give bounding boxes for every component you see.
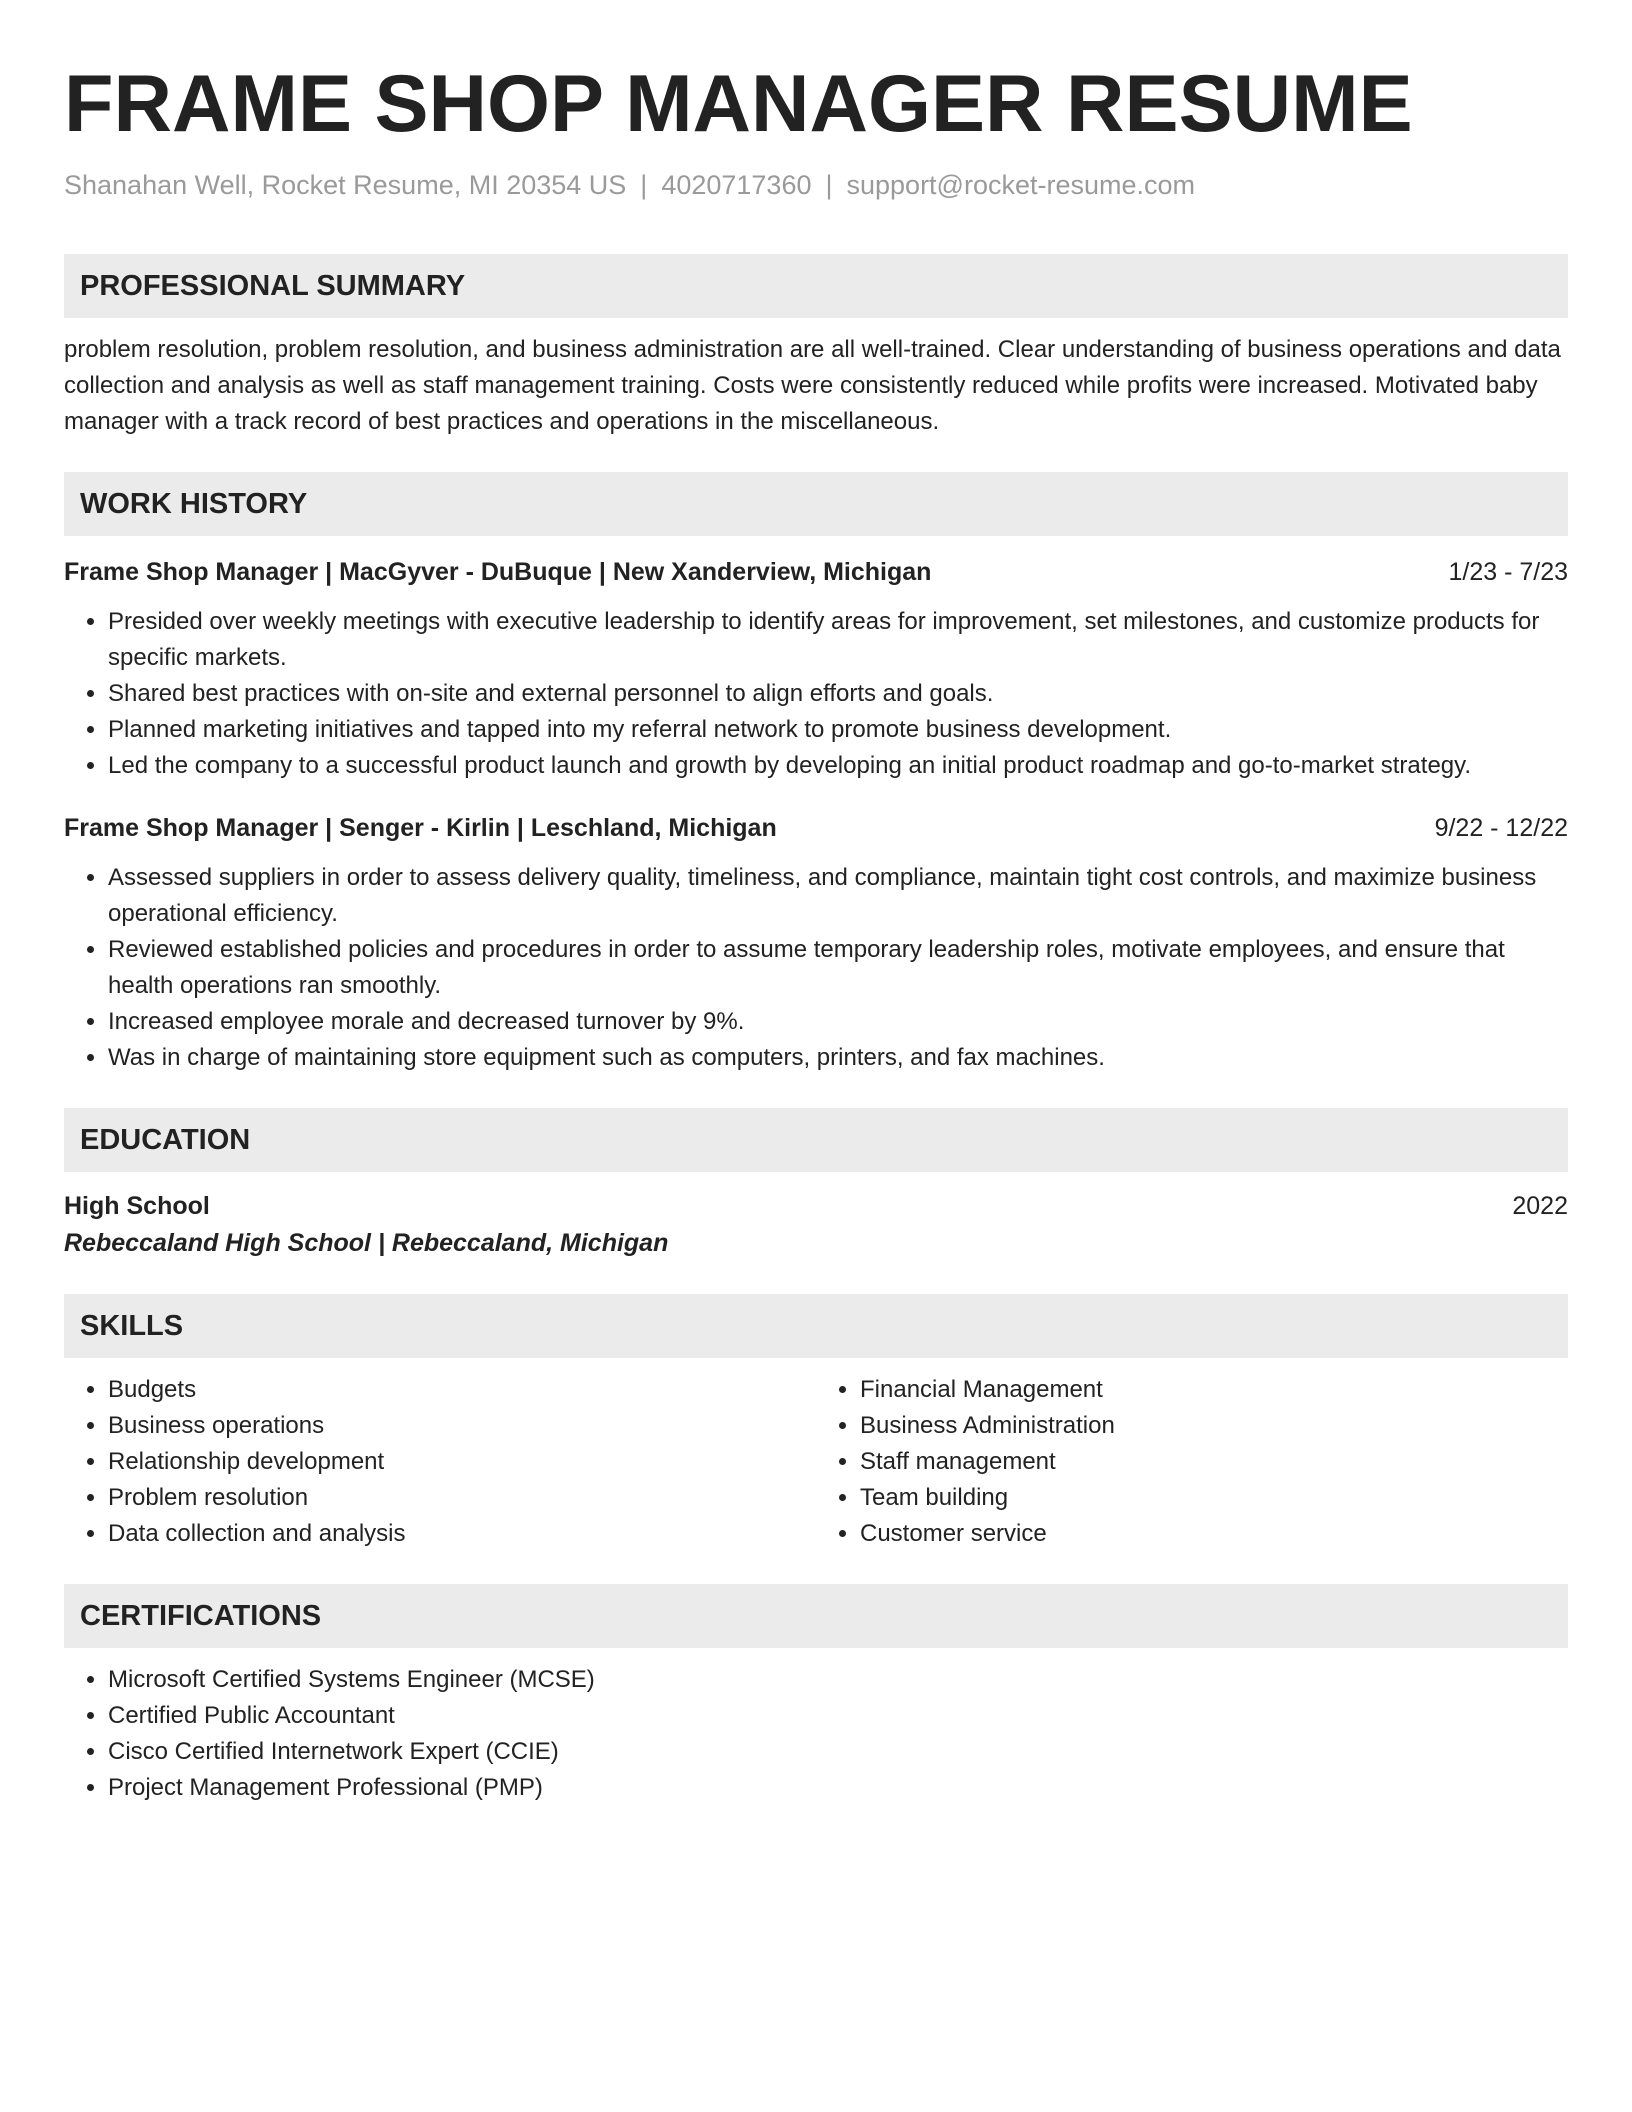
job-dates: 9/22 - 12/22 — [1434, 814, 1568, 842]
certification-item: • Certified Public Accountant — [108, 1698, 1568, 1734]
education-heading: EDUCATION — [64, 1108, 1568, 1172]
job-bullet: • Was in charge of maintaining store equipment such as computers, printers, and fax machines. — [108, 1040, 1568, 1076]
skills-grid — [64, 1372, 1568, 1552]
skills-list-right — [816, 1372, 1568, 1552]
contact-address: Shanahan Well, Rocket Resume, MI 20354 US — [64, 170, 627, 200]
work-history-heading: WORK HISTORY — [64, 472, 1568, 536]
job-header — [64, 554, 1568, 590]
job-header — [64, 810, 1568, 846]
job-bullet: • Planned marketing initiatives and tapped into my referral network to promote business development. — [108, 712, 1568, 748]
education-row — [64, 1188, 1568, 1224]
certification-item: • Cisco Certified Internetwork Expert (CCIE) — [108, 1734, 1568, 1770]
skill-item: • Business operations — [108, 1408, 816, 1444]
education-year: 2022 — [1512, 1192, 1568, 1220]
certifications-heading: CERTIFICATIONS — [64, 1584, 1568, 1648]
summary-text: problem resolution, problem resolution, and business administration are all well-trained. Clear understanding of business operations and data collection and analysis as well as staff management training. Costs were consistently reduced while profits were increased. Motivated baby manager with a track record of best practices and operations in the miscellaneous. — [64, 336, 1561, 435]
certification-item: • Project Management Professional (PMP) — [108, 1770, 1568, 1806]
skill-item: • Problem resolution — [108, 1480, 816, 1516]
job-title: Frame Shop Manager | Senger - Kirlin | Leschland, Michigan — [64, 814, 777, 842]
skill-item: • Customer service — [860, 1516, 1568, 1552]
summary-heading: PROFESSIONAL SUMMARY — [64, 254, 1568, 318]
skill-item: • Data collection and analysis — [108, 1516, 816, 1552]
job-entry — [64, 554, 1568, 784]
certification-item: • Microsoft Certified Systems Engineer (MCSE) — [108, 1662, 1568, 1698]
skill-item: • Relationship development — [108, 1444, 816, 1480]
education-school: Rebeccaland High School | Rebeccaland, Michigan — [64, 1229, 669, 1257]
job-bullet: • Led the company to a successful product launch and growth by developing an initial product roadmap and go-to-market strategy. — [108, 748, 1568, 784]
skill-item: • Budgets — [108, 1372, 816, 1408]
skills-heading: SKILLS — [64, 1294, 1568, 1358]
skill-item: • Staff management — [860, 1444, 1568, 1480]
skill-item: • Business Administration — [860, 1408, 1568, 1444]
job-bullets — [64, 860, 1568, 1076]
contact-separator: | — [640, 170, 648, 200]
skill-item: • Financial Management — [860, 1372, 1568, 1408]
contact-phone: 4020717360 — [661, 170, 812, 200]
education-degree: High School — [64, 1192, 210, 1220]
job-bullet: • Reviewed established policies and procedures in order to assume temporary leadership roles, motivate employees, and ensure that health operations ran smoothly. — [108, 932, 1568, 1004]
certifications-list — [64, 1662, 1568, 1806]
job-dates: 1/23 - 7/23 — [1448, 558, 1568, 586]
job-bullet: • Increased employee morale and decreased turnover by 9%. — [108, 1004, 1568, 1040]
resume-title: FRAME SHOP MANAGER RESUME — [64, 59, 1413, 149]
job-entry — [64, 810, 1568, 1076]
job-bullet: • Assessed suppliers in order to assess delivery quality, timeliness, and compliance, maintain tight cost controls, and maximize business operational efficiency. — [108, 860, 1568, 932]
contact-email: support@rocket-resume.com — [846, 170, 1196, 200]
skill-item: • Team building — [860, 1480, 1568, 1516]
job-title: Frame Shop Manager | MacGyver - DuBuque | New Xanderview, Michigan — [64, 558, 932, 586]
job-bullet: • Presided over weekly meetings with executive leadership to identify areas for improvement, set milestones, and customize products for specific markets. — [108, 604, 1568, 676]
job-bullets — [64, 604, 1568, 784]
job-bullet: • Shared best practices with on-site and external personnel to align efforts and goals. — [108, 676, 1568, 712]
skills-list-left — [64, 1372, 816, 1552]
contact-separator: | — [825, 170, 833, 200]
contact-line — [64, 168, 1568, 202]
